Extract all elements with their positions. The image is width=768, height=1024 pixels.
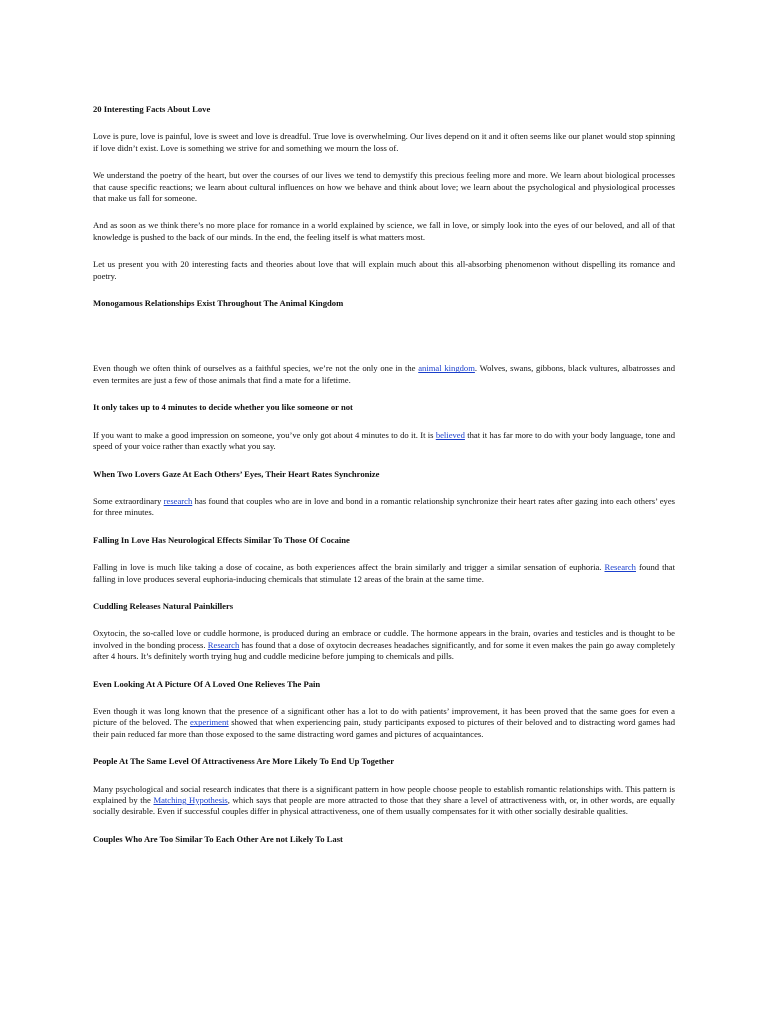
link-believed[interactable]: believed [435, 429, 465, 440]
document-title: 20 Interesting Facts About Love [93, 104, 211, 114]
text-segment: If you want to make a good impression on someone, you’ve only got about 4 minutes to do it. It is [93, 429, 436, 440]
section-paragraph-attractiveness [93, 784, 675, 818]
section-heading-picture: Even Looking At A Picture Of A Loved One Relieves The Pain [93, 678, 321, 689]
section-paragraph-cuddling [93, 628, 675, 662]
text-segment: has found that a dose of oxytocin decreases headaches significantly, and for some it even makes the pain go away completely after 4 hours. It’s definitely worth trying hug and cuddle medicine before jumping to chemicals and pills. [93, 639, 675, 662]
section-heading-cocaine: Falling In Love Has Neurological Effects Similar To Those Of Cocaine [93, 534, 350, 545]
link-research-cocaine[interactable]: Research [604, 562, 636, 573]
link-experiment[interactable]: experiment [189, 717, 229, 728]
link-research-heart[interactable]: research [163, 495, 193, 506]
text-segment: Even though we often think of ourselves as a faithful species, we’re not the only one in the [93, 363, 419, 374]
link-animal-kingdom[interactable]: animal kingdom [418, 363, 475, 374]
section-heading-similar-couples: Couples Who Are Too Similar To Each Other Are not Likely To Last [93, 833, 343, 844]
text-segment: . Wolves, swans, gibbons, black vultures, albatrosses and even termites are just a few of those animals that find a mate for a lifetime. [93, 363, 675, 385]
text-segment: Falling in love is much like taking a dose of cocaine, as both experiences affect the brain similarly and trigger a similar sensation of euphoria. [93, 562, 605, 573]
section-paragraph-monogamy [93, 363, 675, 386]
text-segment: Some extraordinary [93, 495, 164, 506]
text-segment: Many psychological and social research indicates that there is a significant pattern in how people choose people to establish romantic relationships with. This pattern is explained by the [93, 783, 675, 805]
section-paragraph-cocaine [93, 562, 675, 585]
intro-paragraph-2: We understand the poetry of the heart, but over the courses of our lives we tend to demystify this precious feeling more and more. We learn about biological processes that cause specific reactions; we learn about cultural influences on how we behave and think about love; we learn about the psychological and physiological processes that make us fall for someone. [93, 170, 675, 204]
section-heading-monogamy: Monogamous Relationships Exist Throughout The Animal Kingdom [93, 298, 344, 309]
intro-paragraph-4: Let us present you with 20 interesting facts and theories about love that will explain much about this all-absorbing phenomenon without dispelling its romance and poetry. [93, 259, 675, 281]
section-heading-attractiveness: People At The Same Level Of Attractiveness Are More Likely To End Up Together [93, 756, 395, 767]
section-spacer [93, 325, 675, 363]
section-heading-heart-rates: When Two Lovers Gaze At Each Others’ Eyes, Their Heart Rates Synchronize [93, 468, 380, 479]
text-segment: Even though it was long known that the presence of a significant other has a lot to do with patients’ improvement, it has been proved that the same goes for even a picture of the beloved. The [93, 705, 675, 728]
text-segment: , which says that people are more attracted to those that they share a level of attractiveness with, or, in other words, are equally socially desirable. Even if successful couples differ in physical attractiveness, one of them usually compensates for it with other socially desirable qualities. [93, 795, 675, 817]
document-page [93, 104, 675, 861]
text-segment: found that falling in love produces several euphoria-inducing chemicals that stimulate 12 areas of the brain at the same time. [93, 562, 675, 584]
section-paragraph-4-minutes [93, 430, 675, 453]
text-segment: showed that when experiencing pain, study participants exposed to pictures of their beloved and to distracting word games had their pain reduced far more than those exposed to the same distracting word games and pictures of acquaintances. [93, 717, 675, 739]
link-matching-hypothesis[interactable]: Matching Hypothesis [153, 795, 228, 805]
section-paragraph-picture [93, 706, 675, 740]
intro-paragraph-3: And as soon as we think there’s no more place for romance in a world explained by science, we fall in love, or simply look into the eyes of our beloved, and all of that knowledge is pushed to the back of our minds. In the end, the feeling itself is what matters most. [93, 220, 675, 242]
link-research-oxytocin[interactable]: Research [207, 639, 240, 650]
text-segment: that it has far more to do with your body language, tone and speed of your voice rather than exactly what you say. [93, 429, 675, 452]
section-heading-cuddling: Cuddling Releases Natural Painkillers [93, 600, 234, 611]
text-segment: Oxytocin, the so-called love or cuddle hormone, is produced during an embrace or cuddle. The hormone appears in the brain, ovaries and testicles and is thought to be involved in the bonding process. [93, 628, 675, 650]
section-heading-4-minutes: It only takes up to 4 minutes to decide whether you like someone or not [93, 402, 353, 413]
section-paragraph-heart-rates [93, 496, 675, 519]
text-segment: has found that couples who are in love and bond in a romantic relationship synchronize their heart rates after gazing into each others’ eyes for three minutes. [93, 495, 675, 518]
intro-paragraph-1: Love is pure, love is painful, love is sweet and love is dreadful. True love is overwhelming. Our lives depend on it and it often seems like our planet would stop spinning if love didn’t exist. Love is something we strive for and something we mourn the loss of. [93, 131, 675, 153]
